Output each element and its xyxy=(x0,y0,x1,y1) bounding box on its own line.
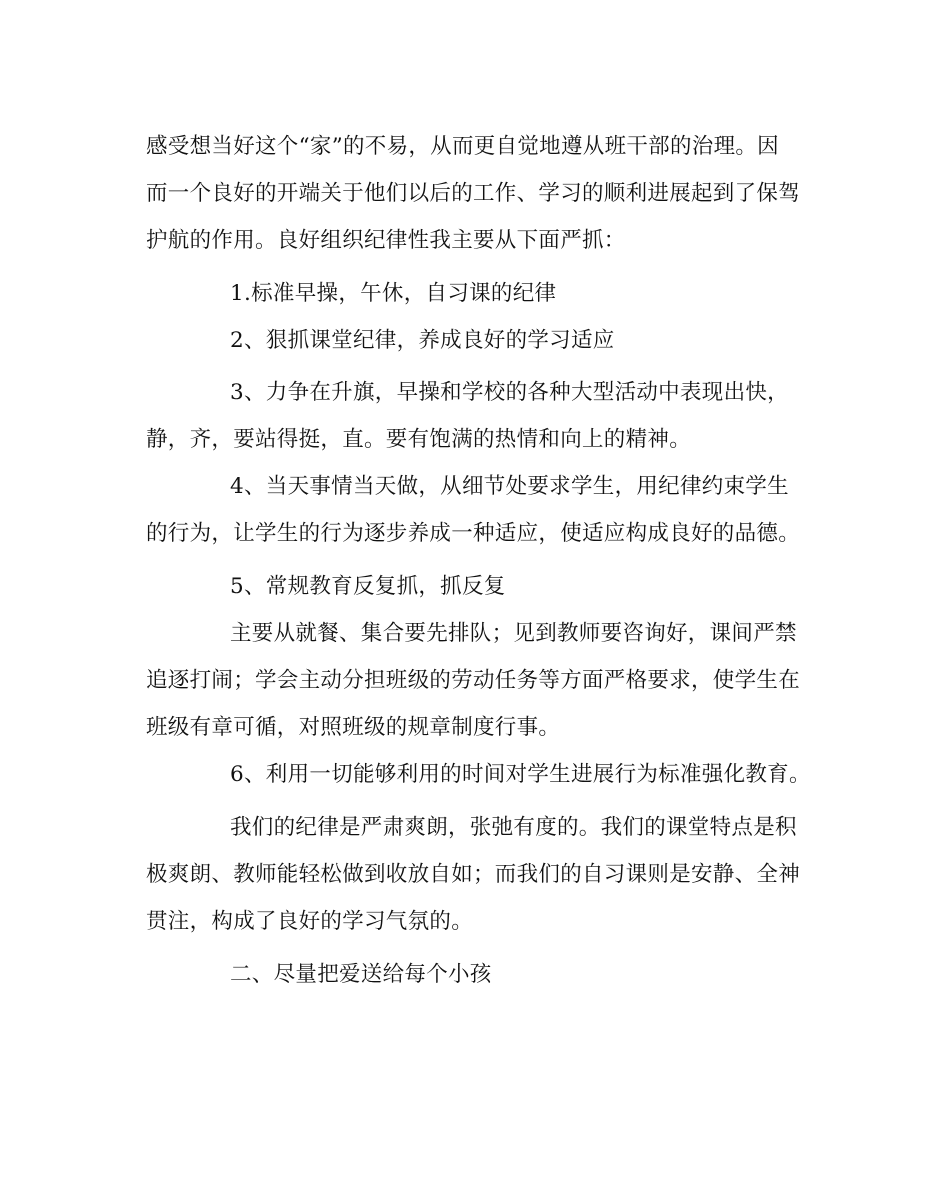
section-heading: 二、尽量把爱送给每个小孩 xyxy=(230,962,492,987)
list-item: 2、狠抓课堂纪律，养成良好的学习适应 xyxy=(230,328,615,353)
list-item: 6、利用一切能够利用的时间对学生进展行为标准强化教育。 xyxy=(230,762,811,787)
list-item: 1.标准早操，午休，自习课的纪律 xyxy=(230,281,557,306)
paragraph-start: 我们的纪律是严肃爽朗，张弛有度的。我们的课堂特点是积 xyxy=(230,815,797,840)
text-line: 静，齐，要站得挺，直。要有饱满的热情和向上的精神。 xyxy=(146,427,692,452)
text-line: 护航的作用。良好组织纪律性我主要从下面严抓： xyxy=(146,228,626,253)
list-item: 5、常规教育反复抓，抓反复 xyxy=(230,574,506,599)
list-item: 4、当天事情当天做，从细节处要求学生，用纪律约束学生 xyxy=(230,474,789,499)
text-line: 班级有章可循，对照班级的规章制度行事。 xyxy=(146,715,561,740)
text-line: 而一个良好的开端关于他们以后的工作、学习的顺利进展起到了保驾 xyxy=(146,181,801,206)
text-line: 极爽朗、教师能轻松做到收放自如；而我们的自习课则是安静、全神 xyxy=(146,862,801,887)
paragraph-start: 主要从就餐、集合要先排队；见到教师要咨询好，课间严禁 xyxy=(230,621,797,646)
text-line: 追逐打闹；学会主动分担班级的劳动任务等方面严格要求，使学生在 xyxy=(146,668,801,693)
text-line: 感受想当好这个“家”的不易，从而更自觉地遵从班干部的治理。因 xyxy=(146,134,779,159)
text-line: 的行为，让学生的行为逐步养成一种适应，使适应构成良好的品德。 xyxy=(146,521,801,546)
list-item: 3、力争在升旗，早操和学校的各种大型活动中表现出快， xyxy=(230,380,789,405)
text-line: 贯注，构成了良好的学习气氛的。 xyxy=(146,909,474,934)
